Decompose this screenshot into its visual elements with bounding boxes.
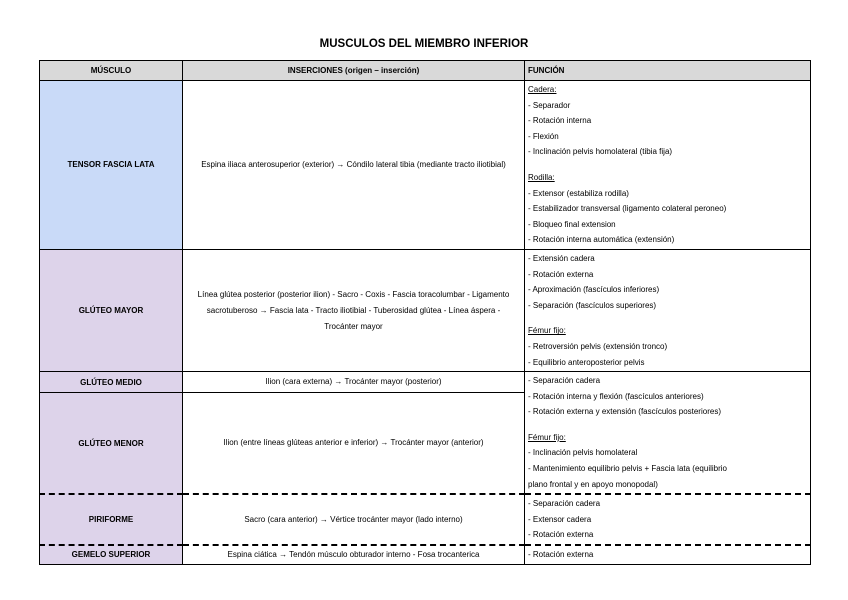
function-line: - Estabilizador transversal (ligamento colateral peroneo) [528, 204, 727, 214]
table-row [40, 372, 811, 393]
function-line: - Retroversión pelvis (extensión tronco) [528, 341, 668, 351]
function-line: - Rotación externa [528, 269, 594, 279]
insertions-cell: Ilion (cara externa) → Trocánter mayor (posterior) [183, 372, 525, 393]
header-function: FUNCIÓN [525, 61, 811, 81]
function-line: - Rotación externa [528, 550, 594, 560]
function-line: - Extensión cadera [528, 253, 595, 263]
muscle-table [39, 60, 811, 565]
function-cell [525, 545, 811, 564]
insertions-cell: Espina ciática → Tendón músculo obturador interno - Fosa trocanterica [183, 545, 525, 564]
function-cell [525, 249, 811, 371]
function-line: - Bloqueo final extension [528, 219, 616, 229]
table-header-row [40, 61, 811, 81]
table-row [40, 81, 811, 250]
insertions-cell: Espina iliaca anterosuperior (exterior) → Cóndilo lateral tibia (mediante tracto iliotibial) [183, 81, 525, 250]
function-line: - Separación cadera [528, 499, 601, 509]
function-line: - Extensor cadera [528, 514, 592, 524]
table-row [40, 545, 811, 564]
function-cell [525, 81, 811, 250]
table-row [40, 249, 811, 371]
function-line: - Extensor (estabiliza rodilla) [528, 188, 629, 198]
header-insertions: INSERCIONES (origen – inserción) [183, 61, 525, 81]
muscle-name: PIRIFORME [40, 494, 183, 545]
function-line: - Equilibrio anteroposterior pelvis [528, 357, 645, 367]
function-line: - Flexión [528, 131, 559, 141]
function-subheading: Fémur fijo: [528, 432, 566, 442]
function-subheading: Rodilla: [528, 172, 555, 182]
muscle-name: GLÚTEO MENOR [40, 393, 183, 495]
function-line: - Aproximación (fascículos inferiores) [528, 285, 660, 295]
function-line: - Rotación externa [528, 530, 594, 540]
function-line: - Separación cadera [528, 376, 601, 386]
insertions-cell: Sacro (cara anterior) → Vértice trocánter mayor (lado interno) [183, 494, 525, 545]
function-subheading: Cadera: [528, 85, 557, 94]
function-line: - Mantenimiento equilibrio pelvis + Fascia lata (equilibrio [528, 464, 727, 474]
header-muscle: MÚSCULO [40, 61, 183, 81]
function-line: - Rotación interna [528, 116, 592, 126]
function-cell [525, 494, 811, 545]
muscle-name: GLÚTEO MAYOR [40, 249, 183, 371]
page-title: MUSCULOS DEL MIEMBRO INFERIOR [319, 38, 529, 50]
function-cell [525, 372, 811, 495]
table-row [40, 494, 811, 545]
function-line: - Rotación externa y extensión (fascículos posteriores) [528, 407, 721, 417]
muscle-name: GLÚTEO MEDIO [40, 372, 183, 393]
function-line: - Inclinación pelvis homolateral (tibia fija) [528, 147, 673, 157]
muscle-name: TENSOR FASCIA LATA [40, 81, 183, 250]
function-line: - Separación (fascículos superiores) [528, 300, 657, 310]
function-subheading: Fémur fijo: [528, 326, 566, 336]
function-line: - Rotación interna y flexión (fascículos anteriores) [528, 391, 704, 401]
insertions-cell: Ilion (entre líneas glúteas anterior e inferior) → Trocánter mayor (anterior) [183, 393, 525, 495]
function-line: - Rotación interna automática (extensión) [528, 235, 675, 245]
function-line: plano frontal y en apoyo monopodal) [528, 479, 658, 489]
muscle-name: GEMELO SUPERIOR [40, 545, 183, 564]
function-line: - Inclinación pelvis homolateral [528, 448, 638, 458]
insertions-cell: Línea glútea posterior (posterior ilion) - Sacro - Coxis - Fascia toracolumbar - Ligamento sacrotuberoso → Fascia lata - Tracto iliotibial - Tuberosidad glútea - Línea áspera - Trocánter mayor [183, 249, 525, 371]
function-line: - Separador [528, 100, 571, 110]
